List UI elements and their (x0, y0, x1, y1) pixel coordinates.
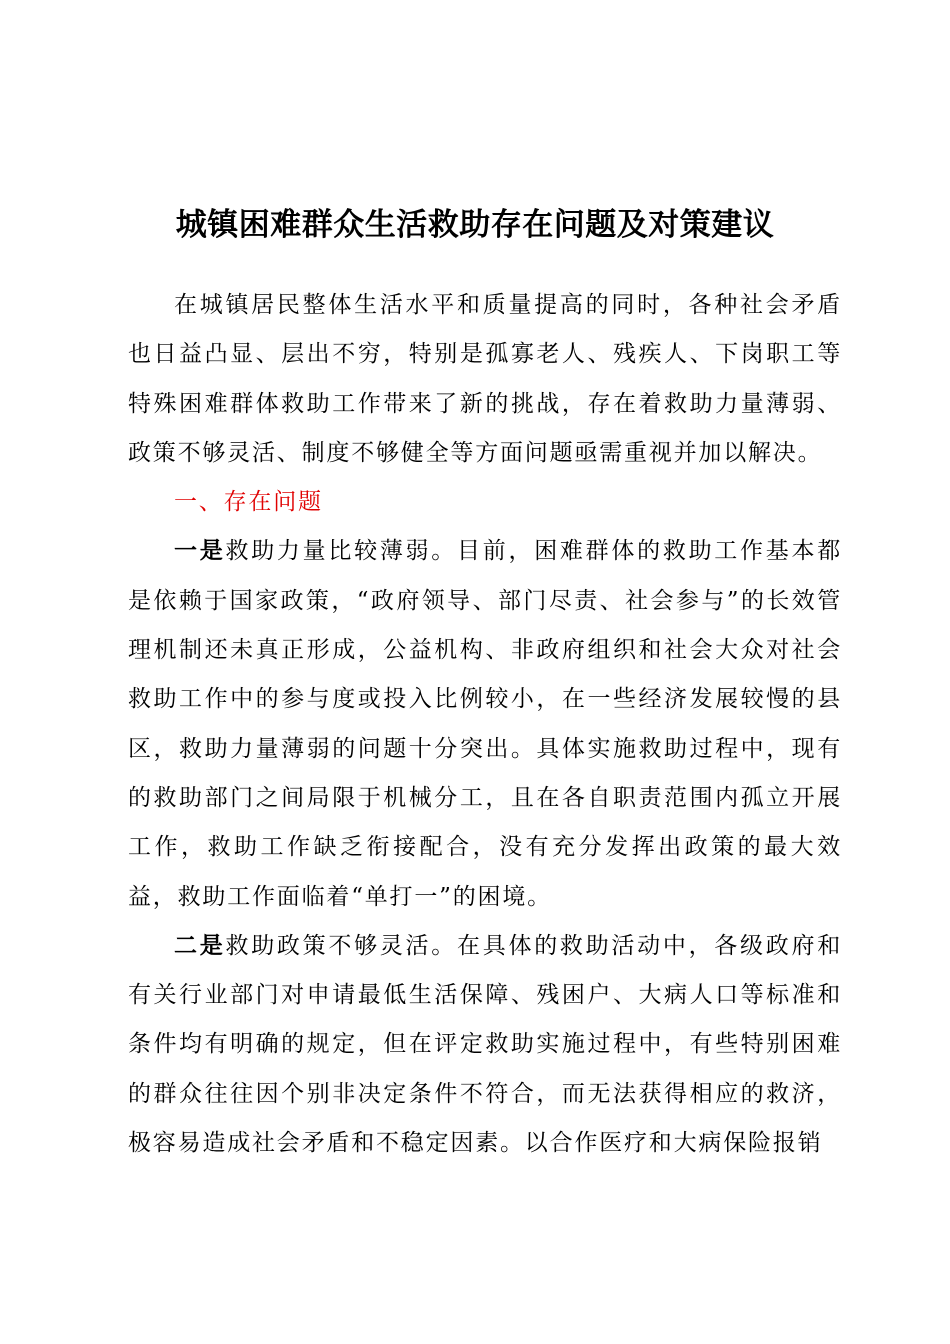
paragraph-lead: 一是 (174, 538, 226, 565)
section-heading-problems: 一、存在问题 (174, 489, 323, 516)
document-title: 城镇困难群众生活救助存在问题及对策建议 (175, 207, 775, 243)
paragraph-lead: 二是 (174, 932, 226, 959)
document-body (128, 281, 842, 1168)
problem-paragraph-2 (128, 922, 842, 1168)
paragraph-text: 救助力量比较薄弱。目前，困难群体的救助工作基本都是依赖于国家政策，“政府领导、部门尽责、社会参与”的长效管理机制还未真正形成，公益机构、非政府组织和社会大众对社会救助工作中的参与度或投入比例较小，在一些经济发展较慢的县区，救助力量薄弱的问题十分突出。具体实施救助过程中，现有的救助部门之间局限于机械分工，且在各自职责范围内孤立开展工作，救助工作缺乏衔接配合，没有充分发挥出政策的最大效益，救助工作面临着“单打一”的困境。 (128, 538, 843, 910)
intro-paragraph: 在城镇居民整体生活水平和质量提高的同时，各种社会矛盾也日益凸显、层出不穷，特别是孤寡老人、残疾人、下岗职工等特殊困难群体救助工作带来了新的挑战，存在着救助力量薄弱、政策不够灵活、制度不够健全等方面问题亟需重视并加以解决。 (128, 292, 842, 466)
paragraph-text: 救助政策不够灵活。在具体的救助活动中，各级政府和有关行业部门对申请最低生活保障、残困户、大病人口等标准和条件均有明确的规定，但在评定救助实施过程中，有些特别困难的群众往往因个别非决定条件不符合，而无法获得相应的救济，极容易造成社会矛盾和不稳定因素。以合作医疗和大病保险报销 (128, 932, 843, 1157)
problem-paragraph-1 (128, 527, 842, 921)
